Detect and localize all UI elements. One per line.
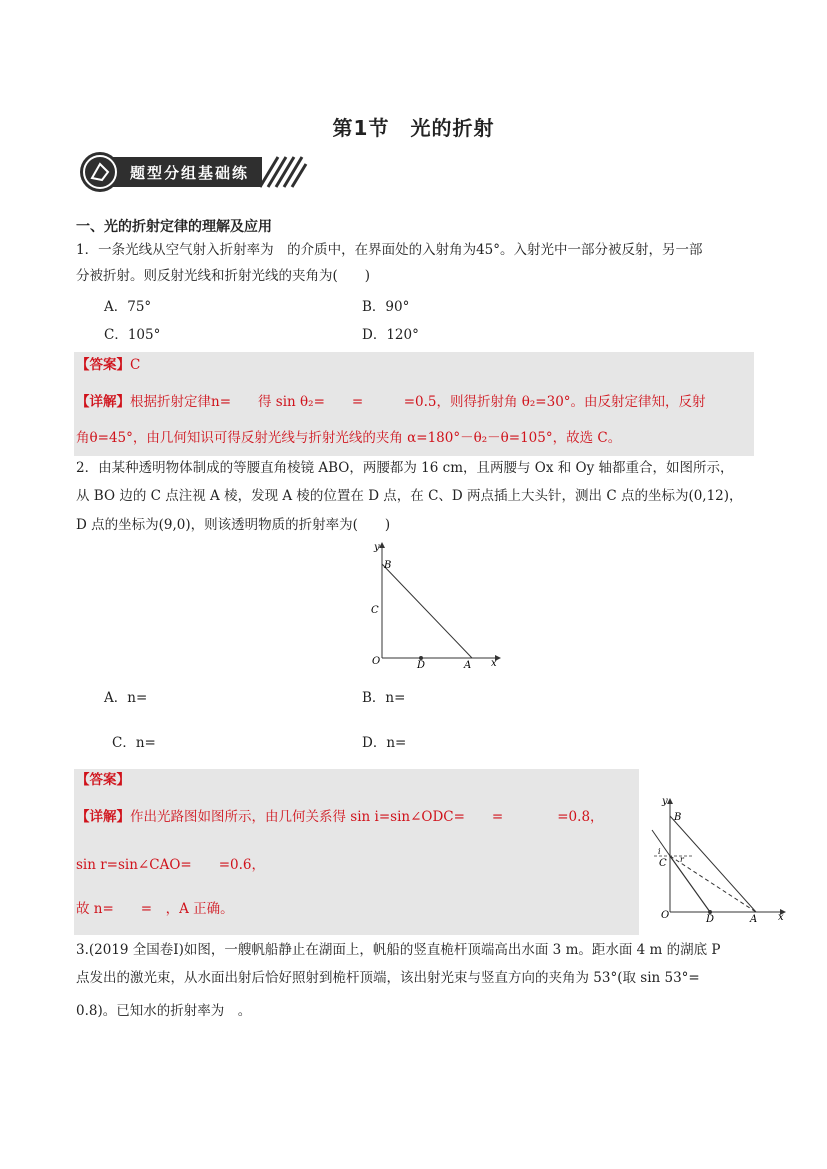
label-a: A <box>464 660 472 668</box>
q1-option-d: D．120° <box>362 327 419 343</box>
q2-text-line2: 从 BO 边的 C 点注视 A 棱，发现 A 棱的位置在 D 点，在 C、D 两点插上大头针，测出 C 点的坐标为(0,12)， <box>76 488 743 504</box>
q3-text-line3: 0.8)。已知水的折射率为 。 <box>76 1003 252 1019</box>
q1-text-line1: 1．一条光线从空气射入折射率为 的介质中，在界面处的入射角为45°。入射光中一部分被反射，另一部 <box>76 242 703 258</box>
q3-text-line1: 3.(2019 全国卷Ⅰ)如图，一艘帆船静止在湖面上，帆船的竖直桅杆顶端高出水面 3 m。距水面 4 m 的湖底 P <box>76 942 721 958</box>
q2-detail-line3: 故 n= = ，A 正确。 <box>76 901 234 917</box>
q2-prism-figure <box>360 538 505 668</box>
q1-answer <box>76 355 140 375</box>
q3-text-line2: 点发出的激光束，从水面出射后恰好照射到桅杆顶端，该出射光束与竖直方向的夹角为 53°(取 sin 53°= <box>76 970 700 986</box>
section-banner <box>78 152 308 192</box>
q2-detail-line2: sin r=sin∠CAO= =0.6， <box>76 857 265 873</box>
q1-option-b: B．90° <box>362 299 410 315</box>
section-heading: 一、光的折射定律的理解及应用 <box>76 219 272 235</box>
label-c: C <box>371 605 379 616</box>
q1-detail-line1 <box>76 392 706 412</box>
q2-answer-label <box>76 770 130 790</box>
q2-text-line1: 2．由某种透明物体制成的等腰直角棱镜 ABO，两腰都为 16 cm，且两腰与 Ox 和 Oy 轴都重合，如图所示， <box>76 460 734 476</box>
ray-cd <box>670 856 710 912</box>
hypotenuse <box>382 564 472 658</box>
q2-text-line3: D 点的坐标为(9,0)，则该透明物质的折射率为( ) <box>76 517 391 533</box>
fig2-label-a: A <box>750 914 758 922</box>
q1-option-c: C．105° <box>104 327 161 343</box>
q2-option-a: A．n= <box>104 690 148 706</box>
banner-label: 题型分组基础练 <box>130 164 250 182</box>
q2-detail-label: 【详解】 <box>76 809 130 825</box>
fig2-label-o: O <box>661 910 670 921</box>
q1-option-a: A．75° <box>104 299 152 315</box>
label-o: O <box>372 656 381 667</box>
q2-option-d: D．n= <box>362 735 407 751</box>
q1-text-line2: 分被折射。则反射光线和折射光线的夹角为( ) <box>76 268 371 284</box>
fig2-label-x: x <box>778 912 784 922</box>
label-b: B <box>384 560 392 571</box>
label-d: D <box>417 660 426 668</box>
q1-detail-line2: 角θ=45°，由几何知识可得反射光线与折射光线的夹角 α=180°－θ₂－θ=105°，故选 C。 <box>76 430 622 446</box>
q2-detail-text1: 作出光路图如图所示，由几何关系得 sin i=sin∠ODC= = =0.8， <box>130 809 604 825</box>
q1-detail-label: 【详解】 <box>76 394 130 410</box>
label-y: y <box>374 542 380 553</box>
q2-option-b: B．n= <box>362 690 406 706</box>
q1-detail-text1: 根据折射定律n= 得 sin θ₂= = =0.5，则得折射角 θ₂=30°。由反射定律知，反射 <box>130 394 706 410</box>
q2-answer-label-text: 【答案】 <box>76 772 130 788</box>
fig2-label-d: D <box>706 914 715 922</box>
page-title: 第1节 光的折射 <box>332 116 495 140</box>
fig2-label-i: i <box>658 847 661 856</box>
q2-light-path-figure <box>650 792 790 922</box>
q2-detail-line1 <box>76 807 604 827</box>
fig2-label-c: C <box>659 858 667 869</box>
q1-answer-value: C <box>130 357 141 373</box>
fig2-label-y: y <box>662 796 668 807</box>
q2-option-c: C．n= <box>112 735 156 751</box>
fig2-label-b: B <box>674 812 682 823</box>
fig2-label-r: r <box>680 855 684 864</box>
label-x: x <box>491 658 497 668</box>
q1-answer-label: 【答案】 <box>76 357 130 373</box>
